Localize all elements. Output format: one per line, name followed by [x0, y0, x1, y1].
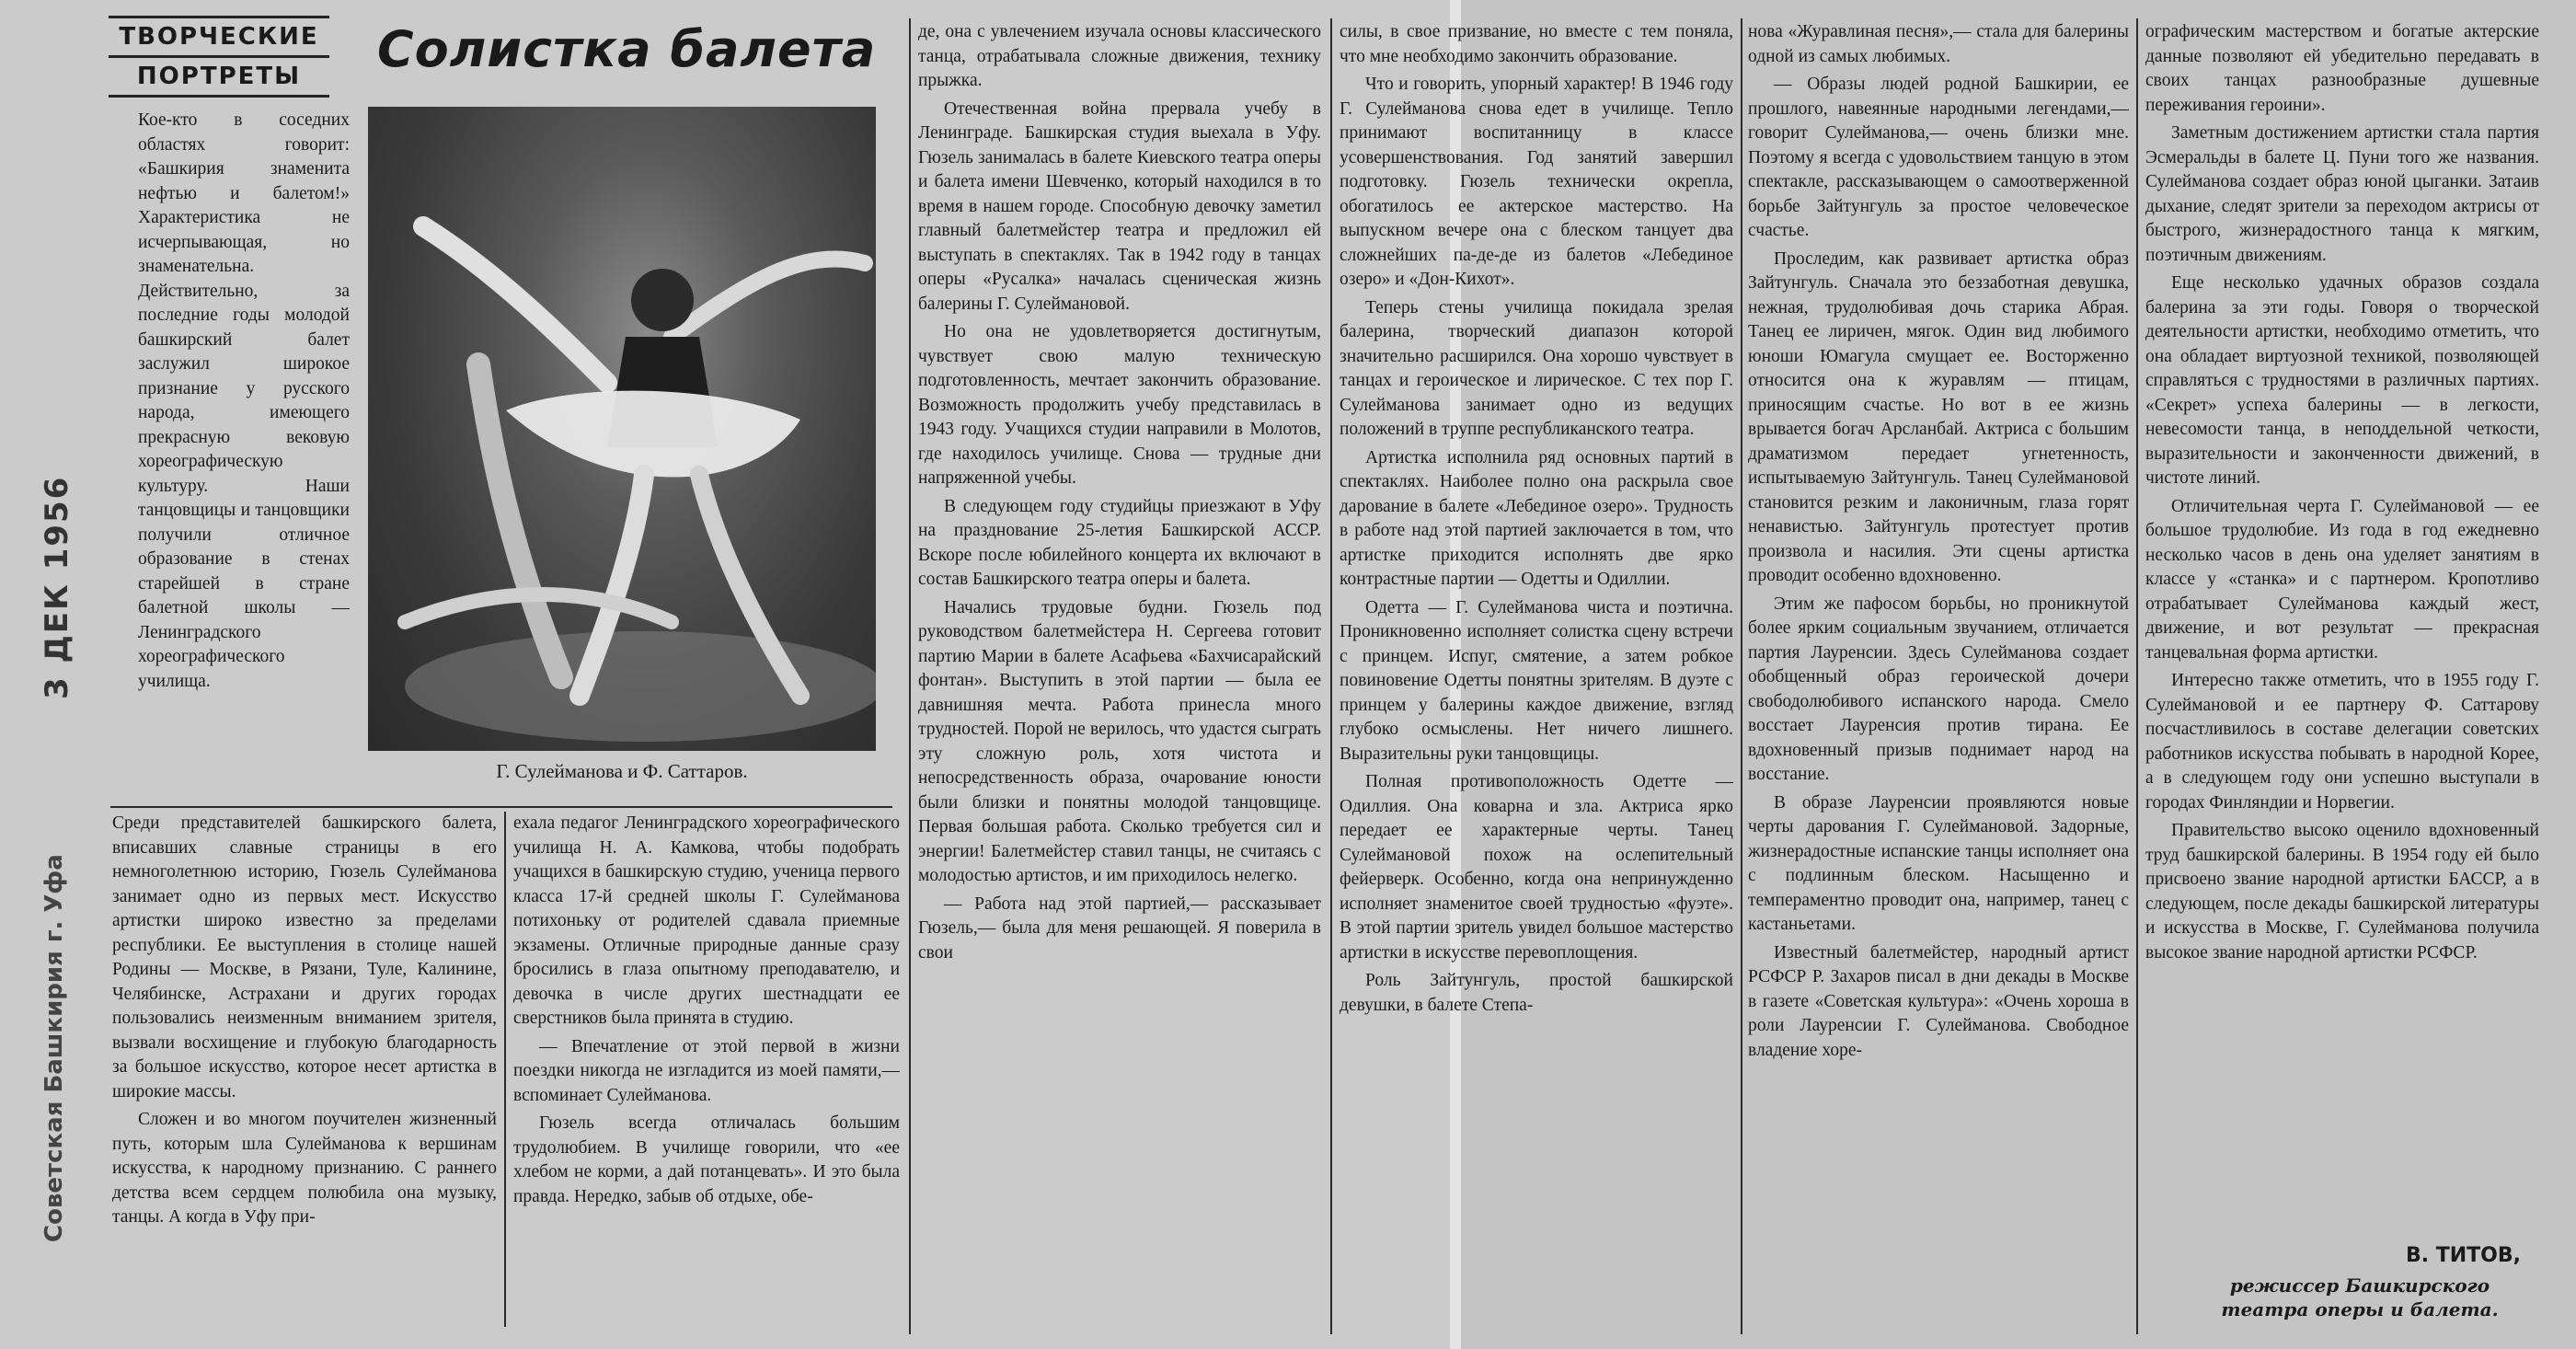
paragraph: силы, в свое призвание, но вместе с тем поняла, что мне необходимо закончить образование. — [1340, 22, 1733, 66]
photo-caption: Г. Сулейманова и Ф. Саттаров. — [496, 760, 748, 782]
paragraph: Что и говорить, упорный характер! В 1946 году Г. Сулейманова снова едет в училище. Тепло принимают воспитанницу в классе усовершенствования. Год занятий завершил подготовку. Гюзель технически окрепла, обогатилось ее актерское мастерство. На выпускном вечере она с блеском танцует два сложнейших па-де-де из балетов «Лебединое озеро» и «Дон-Кихот». — [1340, 75, 1733, 289]
paragraph: ехала педагог Ленинградского хореографического училища Н. А. Камкова, чтобы подобрать учащихся в башкирскую студию, ученица первого класса 17-й средней школы Г. Сулейманова потихоньку от родителей сдавала приемные экзамены. Отличные природные данные сразу бросились в глаза опытному преподавателю, и девочка в числе других шестнадцати ее сверстников была принята в студию. — [513, 813, 900, 1028]
column-2 — [918, 20, 1321, 1332]
paragraph: Этим же пафосом борьбы, но проникнутой более ярким социальным звучанием, отличается партия Лауренсии. Здесь Сулейманова создает обобщенный образ героической дочери свободолюбивого испанского народа. Смело восстает Лауренсия против тирана. Ее вдохновенный призыв поднимает народ на восстание. — [1748, 594, 2129, 784]
column-rule-5 — [2136, 18, 2138, 1334]
paragraph: Среди представителей башкирского балета, вписавших славные страницы в его немноголетнюю историю, Гюзель Сулейманова занимает одно из первых мест. Искусство артистки широко известно за пределами республики. Ее выступления в столице нашей Родины — Москве, в Рязани, Туле, Калинине, Челябинске, Астрахани и других городах пользовались неизменным вниманием зрителя, вызвали восхищение и глубокую благодарность за большое искусство, которое несет артистка в широкие массы. — [112, 813, 497, 1101]
paragraph: Полная противоположность Одетте — Одиллия. Она коварна и зла. Актриса ярко передает ее характерные черты. Танец Сулеймановой похож на ослепительный фейерверк. Особенно, когда она непринужденно исполняет знаменитое своей трудностью «фуэте». В этой партии зритель увидел большое мастерство артистки в искусстве перевоплощения. — [1340, 772, 1733, 963]
column-rule-4 — [1741, 18, 1742, 1334]
paragraph: Еще несколько удачных образов создала балерина за эти годы. Говоря о творческой деятельности артистки, необходимо отметить, что она обладает виртуозной техникой, позволяющей справляться с трудностями в различных партиях. «Секрет» успеха балерины — в легкости, невесомости танца, в неподдельной четкости, выразительности и законченности движений, в чистоте линий. — [2145, 273, 2539, 488]
column-0-top — [138, 109, 350, 801]
paragraph: В следующем году студийцы приезжают в Уфу на празднование 25-летия Башкирской АССР. Вскоре после юбилейного концерта их включают в состав Башкирского театра оперы и балета. — [918, 496, 1321, 589]
paragraph: Заметным достижением артистки стала партия Эсмеральды в балете Ц. Пуни того же названия. Сулейманова создает образ юной цыганки. Затаив дыхание, следят зрители за переходом актрисы от быстрого, жизнерадостного танца к мягким, поэтичным движениям. — [2145, 123, 2539, 265]
paragraph: Отличительная черта Г. Сулеймановой — ее большое трудолюбие. Из года в год ежедневно несколько часов в день она уделяет занятиям в классе у «станка» и с партнером. Кропотливо отрабатывает Сулейманова каждый жест, движение, и вот результат — прекрасная танцевальная форма артистки. — [2145, 496, 2539, 663]
paragraph: Роль Зайтунгуль, простой башкирской девушки, в балете Степа- — [1340, 971, 1733, 1015]
paragraph: — Впечатление от этой первой в жизни поездки никогда не изгладится из моей памяти,— вспоминает Сулейманова. — [513, 1036, 900, 1105]
paragraph: Одетта — Г. Сулейманова чиста и поэтична. Проникновенно исполняет солистка сцену встречи с принцем. Испуг, смятение, а затем робкое повиновение Одетты понятны зрителям. В дуэте с принцем у балерины каждое движение, взгляд глубоко осмыслены. Нет ничего лишнего. Выразительны руки танцовщицы. — [1340, 597, 1733, 764]
column-5 — [2145, 20, 2539, 1235]
paragraph: Кое-кто в соседних областях говорит: «Башкирия знаменита нефтью и балетом!» Характеристика не исчерпывающая, но знаменательна. Действительно, за последние годы молодой башкирский балет заслужил широкое признание у русского народа, имеющего прекрасную вековую хореографическую культуру. Наши танцовщицы и танцовщики получили отличное образование в стенах старейшей в стране балетной школы — Ленинградского хореографического училища. — [138, 110, 350, 691]
paragraph: Сложен и во многом поучителен жизненный путь, которым шла Сулейманова к вершинам искусства, к народному признанию. С раннего детства всем сердцем полюбила она музыку, танцы. А когда в Уфу при- — [112, 1110, 497, 1227]
paragraph: — Работа над этой партией,— рассказывает Гюзель,— была для меня решающей. Я поверила в свои — [918, 894, 1321, 963]
ballet-photo — [368, 107, 876, 751]
rubric — [109, 11, 329, 102]
author-name: В. ТИТОВ, — [2405, 1244, 2521, 1267]
paragraph: Правительство высоко оценило вдохновенный труд башкирской балерины. В 1954 году ей было присвоено звание народной артистки БАССР, а в следующем, после декады башкирской литературы и искусства в Москве, Г. Сулейманова получила высокое звание народной артистки РСФСР. — [2145, 821, 2539, 963]
paragraph: нова «Журавлиная песня»,— стала для балерины одной из самых любимых. — [1748, 22, 2129, 66]
paragraph: — Образы людей родной Башкирии, ее прошлого, навеянные народными легендами,— говорит Сулейманова,— очень близки мне. Поэтому я всегда с удовольствием танцую в этом спектакле, рассказывающем о самоотверженной борьбе Зайтунгуль за простое человеческое счастье. — [1748, 75, 2129, 240]
author-role: режиссер Башкирского театра оперы и балета. — [2221, 1274, 2499, 1320]
column-4 — [1748, 20, 2129, 1332]
source-label: Советская Башкирия г. Уфа — [40, 854, 68, 1242]
paragraph: Но она не удовлетворяется достигнутым, чувствует свою малую техническую подготовленность, мечтает закончить образование. Возможность продолжить учебу представилась в 1943 году. Учащихся студии направили в Молотов, где находилось училище. Снова — трудные дни напряженной учебы. — [918, 322, 1321, 488]
paragraph: ографическим мастерством и богатые актерские данные позволяют ей убедительно передавать в своих танцах разнообразные душевные переживания героини». — [2145, 22, 2539, 115]
paragraph: В образе Лауренсии проявляются новые черты дарования Г. Сулеймановой. Задорные, жизнерадостные испанские танцы исполняет она с подлинным блеском. Насыщенно и темпераментно проводит она, например, танец с кастаньетами. — [1748, 792, 2129, 934]
paragraph: Проследим, как развивает артистка образ Зайтунгуль. Сначала это беззаботная девушка, нежная, трудолюбивая дочь старика Абрая. Танец ее лиричен, мягок. Один вид любимого юноши Юмагула смущает ее. Восторженно относится она к журавлям — птицам, приносящим счастье. Но вот в ее жизнь врывается богач Арсланбай. Актриса с большим драматизмом передает угнетенность, испытываемую Зайтунгуль. Танец Сулеймановой становится резким и лаконичным, глаза горят ненавистью. Зайтунгуль протестует против произвола и насилия. Эти сцены артистка проводит особенно вдохновенно. — [1748, 248, 2129, 585]
column-0-bottom — [112, 812, 497, 1332]
paragraph: Отечественная война прервала учебу в Ленинграде. Башкирская студия выехала в Уфу. Гюзель занималась в балете Киевского театра оперы и балета имени Шевченко, который находился в то время в нашем городе. Способную девочку заметил главный балетмейстер театра и предложил ей выступать в спектаклях. Так в 1942 году в танцах оперы «Русалка» началась сценическая жизнь балерины Г. Сулеймановой. — [918, 98, 1321, 314]
date-stamp: 3 ДЕК 1956 — [39, 475, 75, 699]
paragraph: Гюзель всегда отличалась большим трудолюбием. В училище говорили, что «ее хлебом не корми, а дай потанцевать». И это была правда. Нередко, забыв об отдыхе, обе- — [513, 1113, 900, 1206]
rule-under-photo — [110, 806, 892, 808]
paragraph: Теперь стены училища покидала зрелая балерина, творческий диапазон которой значительно расширился. Она хорошо чувствует в танцах и героическое и лирическое. С тех пор Г. Сулейманова занимает одно из ведущих положений в труппе республиканского театра. — [1340, 297, 1733, 439]
headline: Солистка балета — [377, 20, 877, 78]
column-rule-1 — [504, 812, 506, 1327]
paragraph: Начались трудовые будни. Гюзель под руководством балетмейстера Н. Сергеева готовит партию Марии в балете Асафьева «Бахчисарайский фонтан». Выступить в этой партии — была ее давнишняя мечта. Работа принесла много трудностей. Порой не верилось, что удастся сыграть эту сложную роль, хотя чистота и непосредственность образа, очарование юности были близки и понятны молодой танцовщице. Первая большая работа. Сколько требуется сил и энергии! Балетмейстер ставил танцы, не считаясь с молодостью артистов, и им приходилось нелегко. — [918, 597, 1321, 885]
rubric-line-2: ПОРТРЕТЫ — [136, 63, 302, 90]
paragraph: Артистка исполнила ряд основных партий в спектаклях. Наиболее полно она раскрыла свое дарование в балете «Лебединое озеро». Трудность в работе над этой партией заключается в том, что артистке приходится исполнять две ярко контрастные партии — Одетты и Одиллии. — [1340, 447, 1733, 589]
column-1-bottom — [513, 812, 900, 1332]
rubric-line-1: ТВОРЧЕСКИЕ — [119, 23, 319, 51]
paragraph: Известный балетмейстер, народный артист РСФСР Р. Захаров писал в дни декады в Москве в газете «Советская культура»: «Очень хороша в роли Лауренсии Г. Сулейманова. Свободное владение хоре- — [1748, 942, 2129, 1060]
column-3 — [1340, 20, 1733, 1332]
column-rule-2 — [909, 18, 911, 1334]
paragraph: де, она с увлечением изучала основы классического танца, отрабатывала сложные движения, технику прыжка. — [918, 22, 1321, 90]
ballet-dancers-illustration — [368, 107, 876, 751]
column-rule-3 — [1330, 18, 1332, 1334]
paragraph: Интересно также отметить, что в 1955 году Г. Сулеймановой и ее партнеру Ф. Саттарову посчастливилось в составе делегации советских работников искусства побывать в народной Корее, а в следующем году они успешно выступали в городах Финляндии и Норвегии. — [2145, 671, 2539, 813]
